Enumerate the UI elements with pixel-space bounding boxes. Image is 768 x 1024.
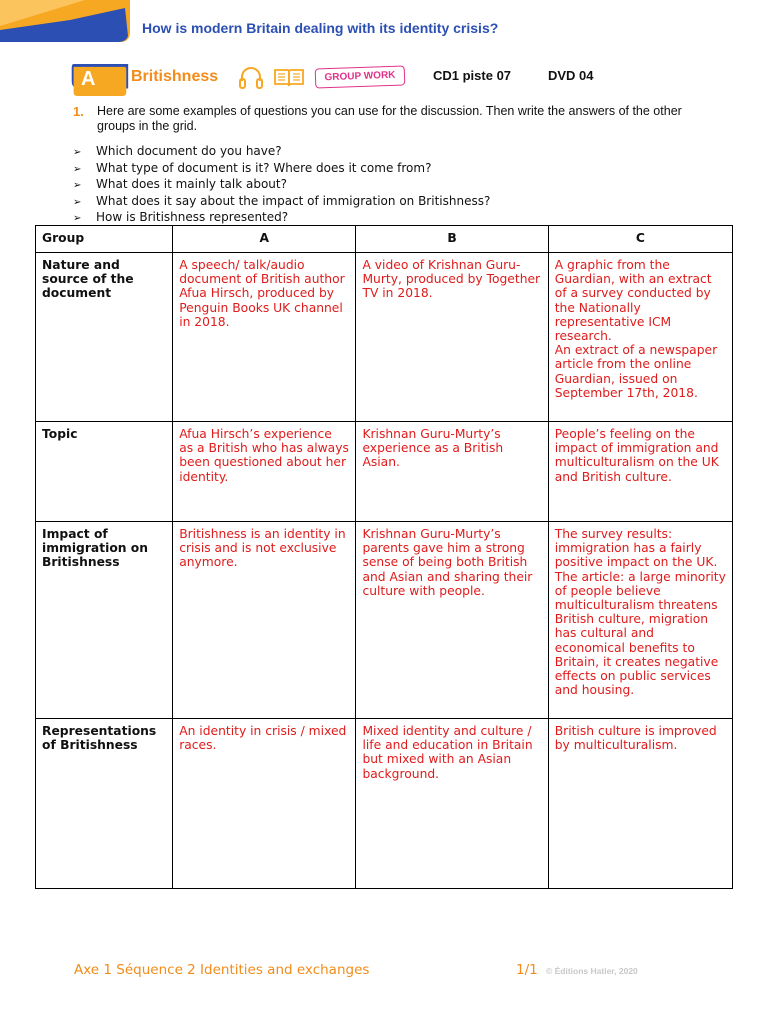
question-text: How is Britishness represented?	[96, 210, 289, 225]
headphones-icon	[238, 65, 264, 91]
table-cell: Britishness is an identity in crisis and is not exclusive anymore.	[173, 522, 356, 719]
section-badge	[68, 64, 130, 96]
instruction-text: Here are some examples of questions you can use for the discussion. Then write the answers of the other groups in the grid.	[97, 104, 682, 133]
table-cell: Mixed identity and culture / life and education in Britain but mixed with an Asian background.	[356, 719, 548, 889]
question-text: What type of document is it? Where does it come from?	[96, 160, 432, 175]
arrow-bullet-icon: ➢	[73, 196, 82, 208]
question-text: Which document do you have?	[96, 144, 282, 158]
table-row	[36, 522, 733, 719]
table-cell: Krishnan Guru-Murty’s parents gave him a strong sense of being both British and Asian and sharing their culture with people.	[356, 522, 548, 719]
table-cell: Krishnan Guru-Murty’s experience as a British Asian.	[356, 422, 548, 522]
footer-sequence-label: Axe 1 Séquence 2 Identities and exchanges	[74, 962, 370, 978]
arrow-bullet-icon: ➢	[73, 180, 82, 192]
header-banner	[0, 0, 130, 42]
row-label: Topic	[36, 422, 173, 522]
table-cell: British culture is improved by multiculturalism.	[548, 719, 732, 889]
question-list	[73, 144, 490, 227]
list-item	[73, 194, 490, 211]
answer-grid	[35, 225, 733, 889]
instruction-number: 1.	[73, 104, 84, 119]
page-number: 1/1	[516, 962, 538, 978]
arrow-bullet-icon: ➢	[73, 163, 82, 175]
list-item	[73, 161, 490, 178]
column-header: Group	[36, 226, 173, 253]
list-item	[73, 177, 490, 194]
list-item	[73, 144, 490, 161]
table-cell: People’s feeling on the impact of immigration and multiculturalism on the UK and British culture.	[548, 422, 732, 522]
open-book-icon	[273, 68, 305, 88]
table-cell: A speech/ talk/audio document of British author Afua Hirsch, produced by Penguin Books UK channel in 2018.	[173, 253, 356, 422]
table-cell: An identity in crisis / mixed races.	[173, 719, 356, 889]
copyright-notice: © Éditions Hatier, 2020	[546, 966, 638, 976]
section-title: Britishness	[131, 68, 219, 85]
table-cell: The survey results: immigration has a fairly positive impact on the UK. The article: a large minority of people believe multiculturalism threatens British culture, migration has cultural and economical benefits to Britain, it creates negative effects on public services and housing.	[548, 522, 732, 719]
page-title: How is modern Britain dealing with its identity crisis?	[142, 20, 499, 36]
question-text: What does it say about the impact of immigration on Britishness?	[96, 193, 491, 208]
table-cell: Afua Hirsch’s experience as a British who has always been questioned about her identity.	[173, 422, 356, 522]
column-header: C	[548, 226, 732, 253]
table-row	[36, 719, 733, 889]
table-header-row	[36, 226, 733, 253]
row-label: Nature and source of the document	[36, 253, 173, 422]
group-work-tag: GROUP WORK	[315, 65, 406, 88]
column-header: B	[356, 226, 548, 253]
column-header: A	[173, 226, 356, 253]
section-letter: A	[81, 68, 96, 90]
dvd-reference: DVD 04	[548, 68, 594, 83]
cd-reference: CD1 piste 07	[433, 68, 512, 83]
table-row	[36, 253, 733, 422]
arrow-bullet-icon: ➢	[73, 147, 82, 158]
table-cell: A video of Krishnan Guru-Murty, produced by Together TV in 2018.	[356, 253, 548, 422]
arrow-bullet-icon: ➢	[73, 213, 82, 225]
question-text: What does it mainly talk about?	[96, 177, 287, 192]
row-label: Impact of immigration on Britishness	[36, 522, 173, 719]
row-label: Representations of Britishness	[36, 719, 173, 889]
table-row	[36, 422, 733, 522]
section-header	[68, 62, 708, 102]
table-cell: A graphic from the Guardian, with an extract of a survey conducted by the Nationally representative ICM research. An extract of a newspaper article from the online Guardian, issued on September 17th, 2018.	[548, 253, 732, 422]
